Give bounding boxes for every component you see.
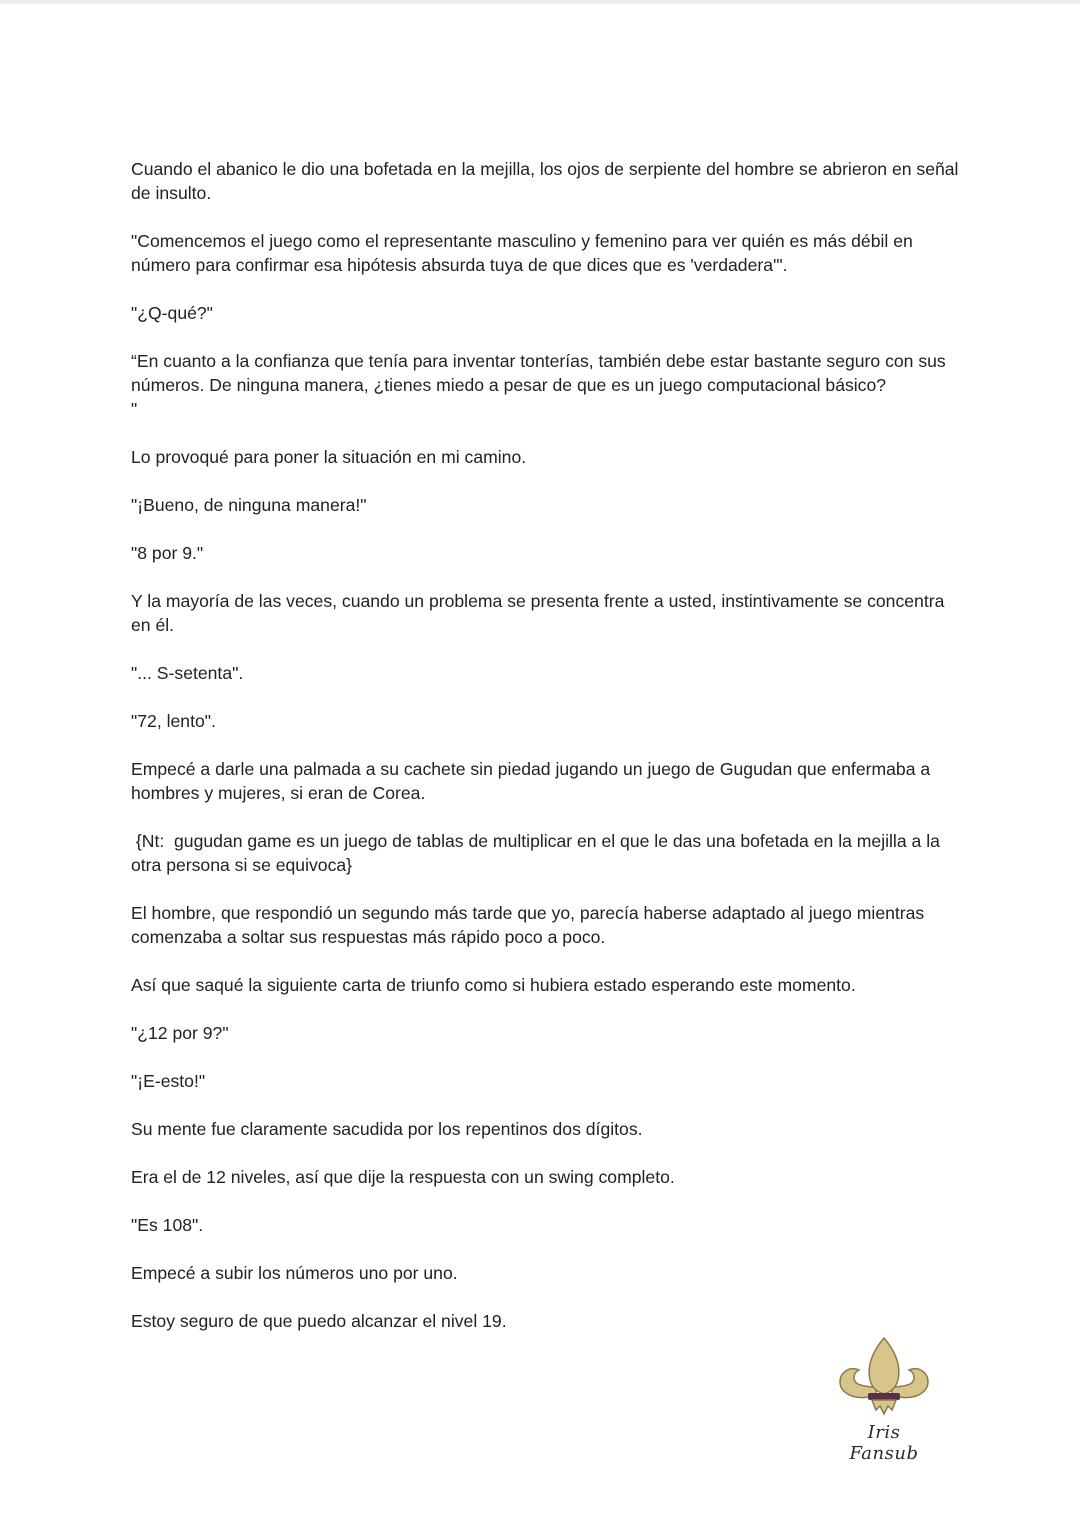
paragraph: Y la mayoría de las veces, cuando un problema se presenta frente a usted, instintivamente se concentra en él.: [131, 591, 950, 635]
paragraph: “En cuanto a la confianza que tenía para inventar tonterías, también debe estar bastante seguro con sus números. De ninguna manera, ¿tienes miedo a pesar de que es un juego computacional básico? ": [131, 351, 946, 419]
paragraph: "Es 108".: [131, 1215, 204, 1235]
paragraph: Era el de 12 niveles, así que dije la respuesta con un swing completo.: [131, 1167, 675, 1187]
paragraph: "¿12 por 9?": [131, 1023, 229, 1043]
paragraph: Su mente fue claramente sacudida por los repentinos dos dígitos.: [131, 1119, 643, 1139]
paragraph: Estoy seguro de que puedo alcanzar el nivel 19.: [131, 1311, 507, 1331]
paragraph: "¿Q-qué?": [131, 303, 213, 323]
paragraph: "72, lento".: [131, 711, 216, 731]
paragraph: El hombre, que respondió un segundo más tarde que yo, parecía haberse adaptado al juego mientras comenzaba a soltar sus respuestas más rápido poco a poco.: [131, 903, 930, 947]
top-divider: [0, 0, 1080, 4]
watermark-text: Iris Fansub: [849, 1422, 919, 1464]
paragraph: "... S-setenta".: [131, 663, 244, 683]
translator-note: {Nt: gugudan game es un juego de tablas de multiplicar en el que le das una bofetada en la mejilla a la otra persona si se equivoca}: [131, 831, 945, 875]
fleur-de-lis-icon: [832, 1336, 936, 1422]
paragraph: Empecé a subir los números uno por uno.: [131, 1263, 458, 1283]
document-body: [131, 157, 964, 1357]
watermark-logo: [832, 1336, 936, 1464]
paragraph: "Comencemos el juego como el representante masculino y femenino para ver quién es más débil en número para confirmar esa hipótesis absurda tuya de que dices que es 'verdadera'".: [131, 231, 918, 275]
paragraph: "¡Bueno, de ninguna manera!": [131, 495, 367, 515]
paragraph: Cuando el abanico le dio una bofetada en la mejilla, los ojos de serpiente del hombre se abrieron en señal de insulto.: [131, 159, 964, 203]
paragraph: "8 por 9.": [131, 543, 204, 563]
paragraph: Lo provoqué para poner la situación en mi camino.: [131, 447, 527, 467]
paragraph: Así que saqué la siguiente carta de triunfo como si hubiera estado esperando este momento.: [131, 975, 856, 995]
paragraph: "¡E-esto!": [131, 1071, 206, 1091]
paragraph: Empecé a darle una palmada a su cachete sin piedad jugando un juego de Gugudan que enfermaba a hombres y mujeres, si eran de Corea.: [131, 759, 936, 803]
